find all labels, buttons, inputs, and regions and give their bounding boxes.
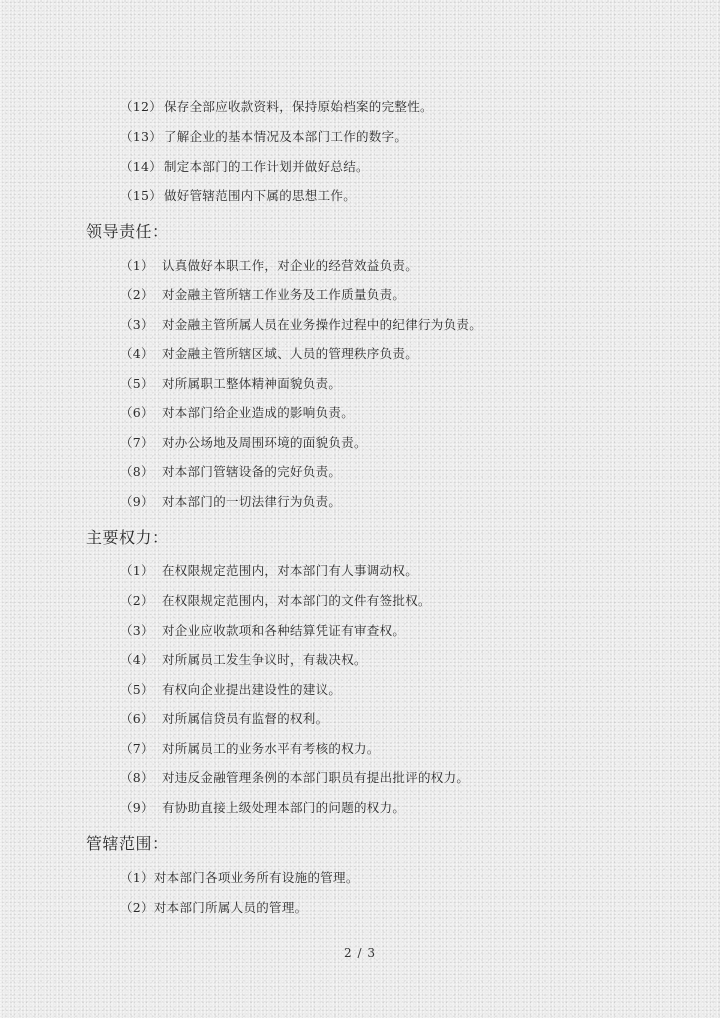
item-text: 对本部门管辖设备的完好负责。 (162, 464, 342, 479)
item-text: 对本部门给企业造成的影响负责。 (162, 405, 355, 420)
item-number: （2） (120, 287, 154, 302)
list-item (120, 654, 367, 667)
list-item (120, 595, 431, 608)
item-number: （7） (120, 741, 154, 756)
item-number: （3） (120, 623, 154, 638)
list-item (120, 289, 405, 302)
item-text: 对所属员工的业务水平有考核的权力。 (162, 741, 380, 756)
item-text: 对金融主管所辖区域、人员的管理秩序负责。 (162, 346, 419, 361)
item-number: （5） (120, 376, 154, 391)
item-number: （4） (120, 652, 154, 667)
item-number: （13） (120, 129, 163, 144)
item-text: 对所属员工发生争议时，有裁决权。 (162, 652, 367, 667)
section-heading-scope: 管辖范围： (86, 834, 169, 853)
item-number: （9） (120, 494, 154, 509)
list-item (120, 348, 418, 361)
item-number: （3） (120, 317, 154, 332)
item-number: （12） (120, 99, 163, 114)
item-text: 保存全部应收款资料，保持原始档案的完整性。 (164, 99, 433, 114)
item-text: 有权向企业提出建设性的建议。 (162, 682, 342, 697)
item-number: （8） (120, 464, 154, 479)
list-item (120, 319, 482, 332)
list-item (120, 437, 367, 450)
item-number: （8） (120, 770, 154, 785)
item-number: （1） (120, 563, 154, 578)
item-text: 对所属职工整体精神面貌负责。 (162, 376, 342, 391)
item-number: （1） (120, 258, 154, 273)
item-text: 对本部门的一切法律行为负责。 (162, 494, 342, 509)
item-text: 有协助直接上级处理本部门的问题的权力。 (162, 800, 406, 815)
page-indicator: 2 / 3 (344, 946, 376, 960)
list-item (120, 713, 328, 726)
list-item (120, 496, 341, 509)
list-item (120, 684, 341, 697)
item-number: （4） (120, 346, 154, 361)
list-item: （2）对本部门所属人员的管理。 (120, 900, 308, 915)
item-number: （9） (120, 800, 154, 815)
item-text: 对金融主管所属人员在业务操作过程中的纪律行为负责。 (162, 317, 483, 332)
item-text: 对所属信贷员有监督的权利。 (162, 711, 329, 726)
item-text: 认真做好本职工作，对企业的经营效益负责。 (162, 258, 419, 273)
list-item (120, 101, 433, 114)
list-item (120, 161, 369, 174)
item-number: （5） (120, 682, 154, 697)
item-text: 对办公场地及周围环境的面貌负责。 (162, 435, 367, 450)
list-item (120, 772, 469, 785)
list-item (120, 190, 356, 203)
item-number: （2） (120, 593, 154, 608)
item-text: 对企业应收款项和各种结算凭证有审查权。 (162, 623, 406, 638)
list-item (120, 260, 418, 273)
item-text: 在权限规定范围内，对本部门有人事调动权。 (162, 563, 419, 578)
item-text: 在权限规定范围内，对本部门的文件有签批权。 (162, 593, 431, 608)
item-number: （14） (120, 159, 163, 174)
item-text: 对违反金融管理条例的本部门职员有提出批评的权力。 (162, 770, 470, 785)
item-text: 了解企业的基本情况及本部门工作的数字。 (164, 129, 408, 144)
list-item (120, 131, 407, 144)
section-heading-powers: 主要权力： (86, 528, 169, 547)
list-item: （1）对本部门各项业务所有设施的管理。 (120, 870, 359, 885)
list-item (120, 743, 380, 756)
item-text: 做好管辖范围内下属的思想工作。 (164, 188, 357, 203)
item-number: （6） (120, 405, 154, 420)
item-number: （7） (120, 435, 154, 450)
item-number: （15） (120, 188, 163, 203)
item-text: 对金融主管所辖工作业务及工作质量负责。 (162, 287, 406, 302)
section-heading-leadership: 领导责任： (86, 222, 169, 241)
list-item (120, 565, 418, 578)
list-item (120, 407, 354, 420)
list-item (120, 802, 405, 815)
item-text: 制定本部门的工作计划并做好总结。 (164, 159, 369, 174)
list-item (120, 378, 341, 391)
item-number: （6） (120, 711, 154, 726)
list-item (120, 466, 341, 479)
list-item (120, 625, 405, 638)
